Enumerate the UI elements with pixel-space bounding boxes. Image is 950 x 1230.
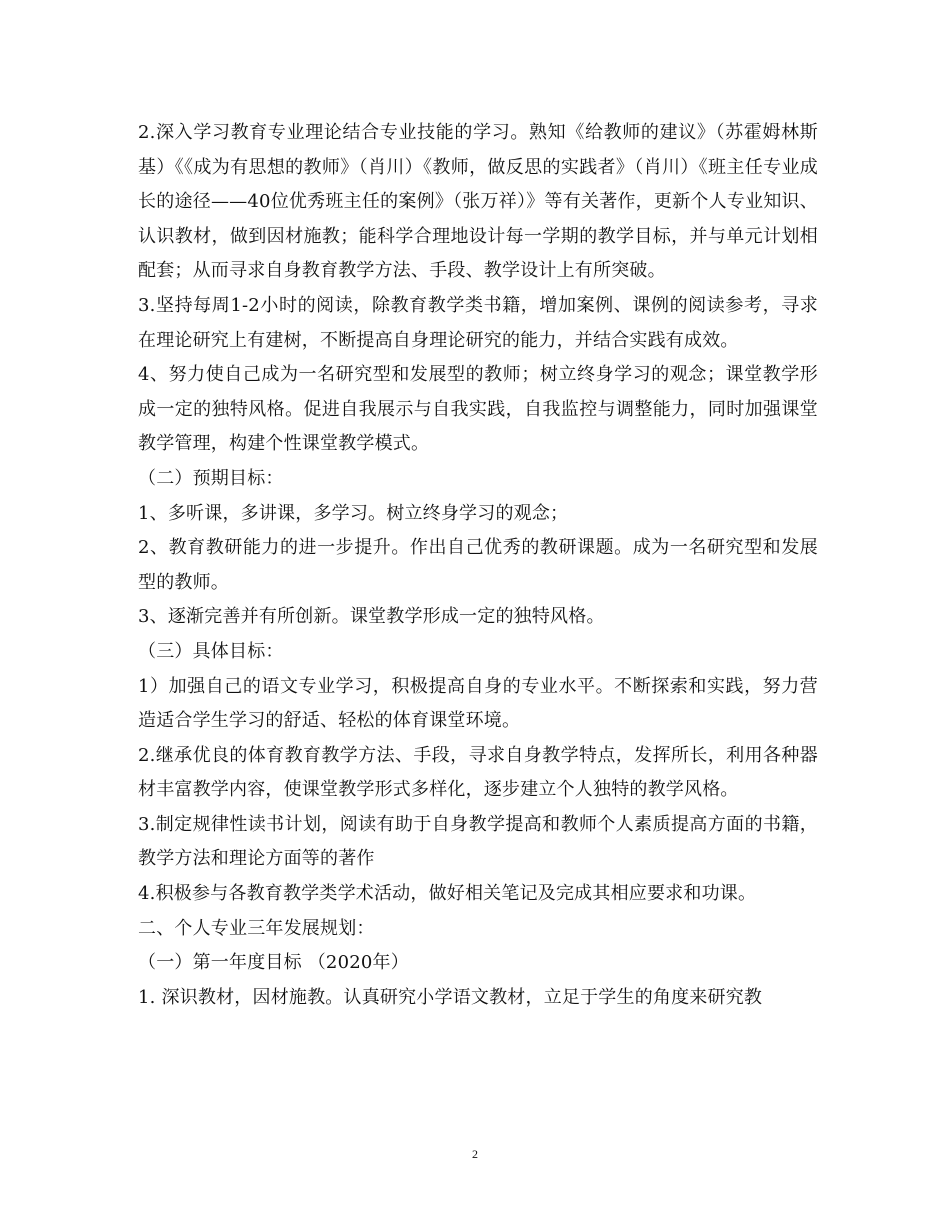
page-number: 2 bbox=[472, 1147, 478, 1161]
section-heading-first-year: （一）第一年度目标 （2020年） bbox=[138, 952, 409, 974]
document-body bbox=[138, 116, 818, 1015]
paragraph-item-3-reading: 3.坚持每周1-2小时的阅读，除教育教学类书籍，增加案例、课例的阅读参考，寻求在理论研究上有建树，不断提高自身理论研究的能力，并结合实践有成效。 bbox=[138, 294, 818, 351]
paragraph-specific-3: 3.制定规律性读书计划，阅读有助于自身教学提高和教师个人素质提高方面的书籍，教学方法和理论方面等的著作 bbox=[138, 813, 818, 870]
section-heading-three-year-plan: 二、个人专业三年发展规划： bbox=[138, 917, 375, 939]
paragraph-first-year-1: 1. 深识教材，因材施教。认真研究小学语文教材，立足于学生的角度来研究教 bbox=[138, 986, 763, 1008]
section-heading-specific-goals: （三）具体目标： bbox=[138, 640, 284, 662]
paragraph-item-2-study: 2.深入学习教育专业理论结合专业技能的学习。熟知《给教师的建议》（苏霍姆林斯基）《《成为有思想的教师》（肖川）《教师，做反思的实践者》（肖川）《班主任专业成长的途径——40位优秀班主任的案例》（张万祥）》等有关著作，更新个人专业知识、认识教材，做到因材施教；能科学合理地设计每一学期的教学目标，并与单元计划相配套；从而寻求自身教育教学方法、手段、教学设计上有所突破。 bbox=[138, 122, 818, 282]
section-heading-expected-goals: （二）预期目标： bbox=[138, 467, 284, 489]
paragraph-specific-4: 4.积极参与各教育教学类学术活动，做好相关笔记及完成其相应要求和功课。 bbox=[138, 883, 757, 905]
paragraph-specific-2: 2.继承优良的体育教育教学方法、手段，寻求自身教学特点，发挥所长，利用各种器材丰富教学内容，使课堂教学形式多样化，逐步建立个人独特的教学风格。 bbox=[138, 744, 818, 801]
paragraph-expected-1: 1、多听课，多讲课，多学习。树立终身学习的观念； bbox=[138, 502, 569, 524]
paragraph-expected-3: 3、逐渐完善并有所创新。课堂教学形成一定的独特风格。 bbox=[138, 606, 605, 628]
paragraph-item-4-research-teacher: 4、努力使自己成为一名研究型和发展型的教师；树立终身学习的观念；课堂教学形成一定的独特风格。促进自我展示与自我实践，自我监控与调整能力，同时加强课堂教学管理，构建个性课堂教学模式。 bbox=[138, 364, 818, 455]
paragraph-specific-1: 1）加强自己的语文专业学习，积极提高自身的专业水平。不断探索和实践，努力营造适合学生学习的舒适、轻松的体育课堂环境。 bbox=[138, 675, 818, 732]
paragraph-expected-2: 2、教育教研能力的进一步提升。作出自己优秀的教研课题。成为一名研究型和发展型的教师。 bbox=[138, 537, 818, 593]
